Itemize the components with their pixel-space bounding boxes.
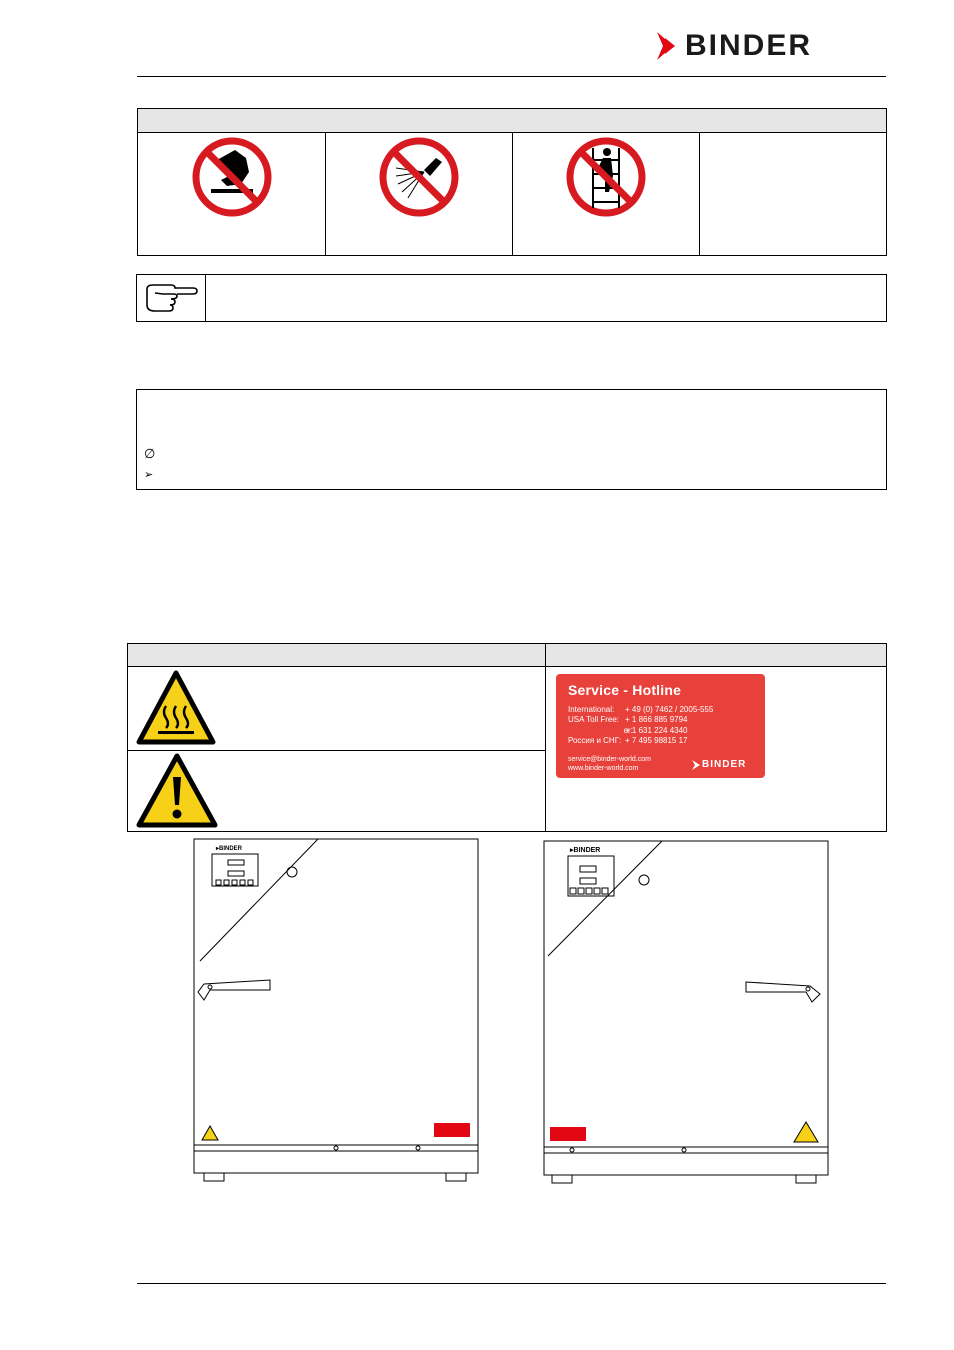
general-warning-icon <box>136 753 218 829</box>
cell-divider <box>699 132 700 255</box>
hotline-row-label: Россия и СНГ: <box>568 736 622 745</box>
service-hotline-label <box>556 674 765 778</box>
hotline-web: www.binder-world.com <box>568 765 639 772</box>
labels-table-divider <box>545 644 546 831</box>
hotline-row-value: + 7 495 98815 17 <box>625 736 688 745</box>
device-drawing-2 <box>540 838 832 1186</box>
hotline-row-label: or: <box>568 726 633 735</box>
prohibition-table <box>137 108 887 256</box>
brand-name: BINDER <box>685 29 813 62</box>
info-box <box>136 389 887 490</box>
hotline-brand: BINDER <box>702 759 747 770</box>
hotline-row-value: + 1 631 224 4340 <box>625 726 688 735</box>
hotline-row-value: + 1 866 885 9794 <box>625 715 688 724</box>
hot-surface-warning-icon <box>136 670 216 746</box>
no-touching-icon <box>191 136 273 218</box>
empty-set-symbol: ∅ <box>144 446 156 461</box>
arrow-bullet-symbol: ➢ <box>144 469 154 481</box>
svg-text:▸BINDER: ▸BINDER <box>570 847 601 854</box>
no-water-spray-icon <box>378 136 460 218</box>
note-divider <box>205 275 206 321</box>
no-climbing-icon <box>565 136 647 218</box>
hotline-title: Service - Hotline <box>568 682 682 698</box>
labels-table <box>127 643 887 832</box>
footer-rule <box>137 1283 886 1284</box>
incubator-drawing-icon <box>190 836 482 1186</box>
labels-row-divider <box>128 750 546 751</box>
labels-table-header <box>128 644 886 667</box>
device-drawing-1 <box>190 836 482 1186</box>
note-box <box>136 274 887 322</box>
cell-divider <box>325 132 326 255</box>
header-rule <box>137 76 886 77</box>
cell-divider <box>512 132 513 255</box>
table-header-row <box>138 109 886 133</box>
binder-logo-icon <box>692 760 700 770</box>
hotline-email: service@binder-world.com <box>568 756 651 763</box>
incubator-drawing-icon <box>540 838 832 1186</box>
hotline-row-value: + 49 (0) 7462 / 2005-555 <box>625 705 714 714</box>
brand-logo <box>655 30 887 62</box>
svg-text:▸BINDER: ▸BINDER <box>216 846 243 852</box>
hotline-row-label: USA Toll Free: <box>568 715 619 724</box>
hotline-row-label: International: <box>568 705 615 714</box>
pointing-hand-icon <box>143 279 199 317</box>
